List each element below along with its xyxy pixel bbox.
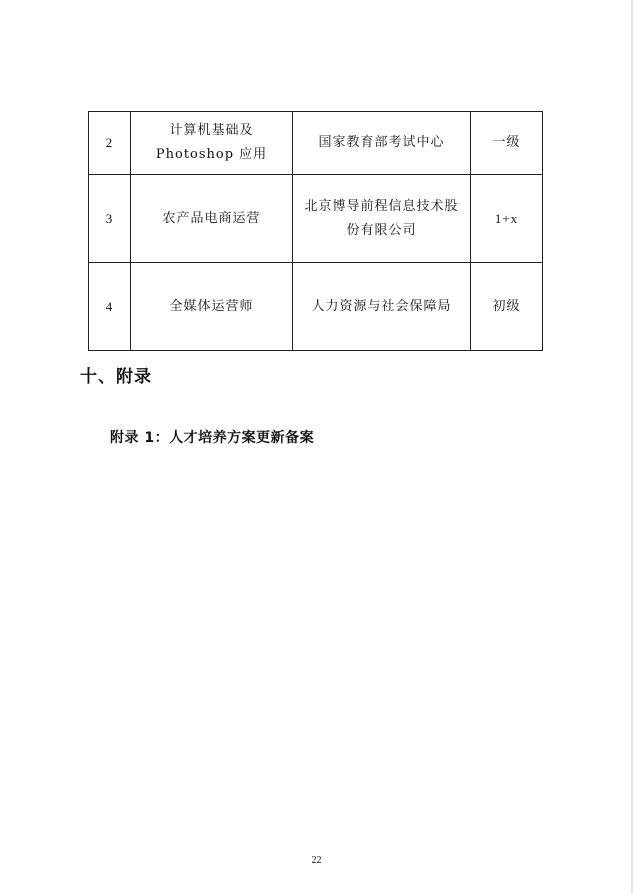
organization-line: 北京博导前程信息技术股	[304, 198, 459, 214]
table-row	[89, 112, 543, 175]
certificate-name-line: 全媒体运营师	[169, 298, 254, 314]
organization-line: 国家教育部考试中心	[318, 135, 445, 150]
table-row	[89, 263, 543, 351]
issuing-organization-cell	[293, 112, 471, 175]
organization-line: 份有限公司	[346, 222, 417, 238]
certificate-name-cell	[131, 263, 293, 351]
certificate-name-line: 计算机基础及	[169, 123, 254, 138]
page-number: 22	[311, 855, 322, 866]
section-heading: 十、附录	[80, 367, 152, 387]
certificate-name-cell	[131, 112, 293, 175]
appendix-subheading: 附录 1：人才培养方案更新备案	[110, 430, 315, 446]
issuing-organization-cell	[293, 175, 471, 263]
row-number-cell: 4	[89, 263, 131, 351]
certificate-name-cell	[131, 175, 293, 263]
organization-line: 人力资源与社会保障局	[311, 298, 452, 314]
row-number-cell: 2	[89, 112, 131, 175]
level-cell: 1+x	[471, 175, 543, 263]
level-cell: 一级	[471, 112, 543, 175]
certificate-table	[88, 111, 543, 351]
certificate-name-line: Photoshop 应用	[155, 147, 268, 162]
row-number-cell: 3	[89, 175, 131, 263]
table-row	[89, 175, 543, 263]
issuing-organization-cell	[293, 263, 471, 351]
level-cell: 初级	[471, 263, 543, 351]
certificate-name-line: 农产品电商运营	[162, 210, 261, 226]
